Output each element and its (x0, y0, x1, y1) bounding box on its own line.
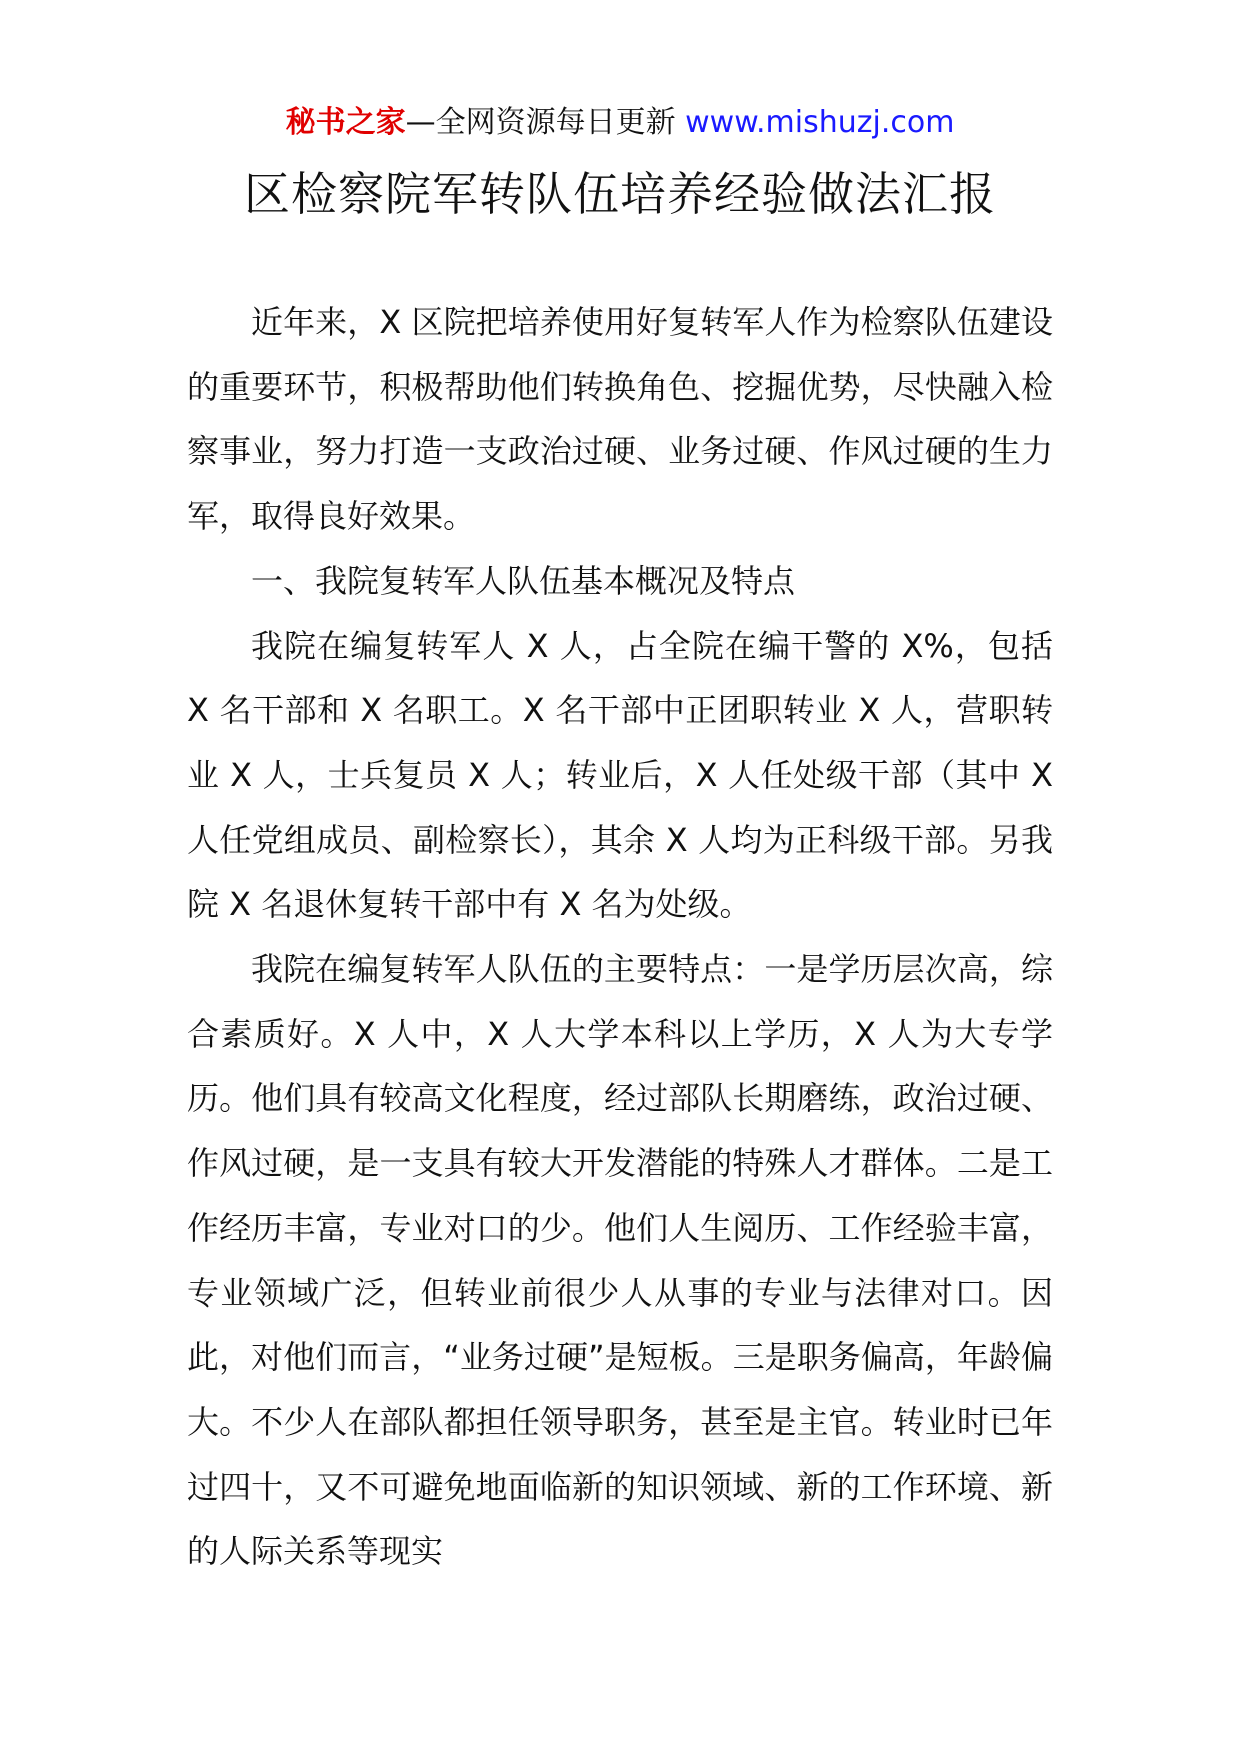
site-header (0, 100, 1240, 146)
site-brand: 秘书之家 (285, 105, 406, 140)
section-heading: 一、我院复转军人队伍基本概况及特点 (251, 561, 796, 600)
paragraph-overview: 我院在编复转军人 X 人，占全院在编干警的 X%，包括 X 名干部和 X 名职工。X 名干部中正团职转业 X 人，营职转业 X 人，士兵复员 X 人；转业后，X 人任处级干部（其中 X 人任党组成员、副检察长），其余 X 人均为正科级干部。另我院 X 名退休复转干部中有 X 名为处级。 (187, 626, 1053, 924)
site-slogan: —全网资源每日更新 (405, 105, 686, 140)
document-title: 区检察院军转队伍培养经验做法汇报 (244, 167, 996, 221)
document-body (187, 290, 1053, 1584)
paragraph-intro: 近年来，X 区院把培养使用好复转军人作为检察队伍建设的重要环节，积极帮助他们转换角色、挖掘优势，尽快融入检察事业，努力打造一支政治过硬、业务过硬、作风过硬的生力军，取得良好效果。 (187, 303, 1053, 536)
site-url-link[interactable]: www.mishuzj.com (685, 105, 955, 140)
paragraph-characteristics: 我院在编复转军人队伍的主要特点：一是学历层次高，综合素质好。X 人中，X 人大学本科以上学历，X 人为大专学历。他们具有较高文化程度，经过部队长期磨练，政治过硬、作风过硬，是一支具有较大开发潜能的特殊人才群体。二是工作经历丰富，专业对口的少。他们人生阅历、工作经验丰富，专业领域广泛，但转业前很少人从事的专业与法律对口。因此，对他们而言，“业务过硬”是短板。三是职务偏高，年龄偏大。不少人在部队都担任领导职务，甚至是主官。转业时已年过四十，又不可避免地面临新的知识领域、新的工作环境、新的人际关系等现实 (187, 950, 1053, 1571)
